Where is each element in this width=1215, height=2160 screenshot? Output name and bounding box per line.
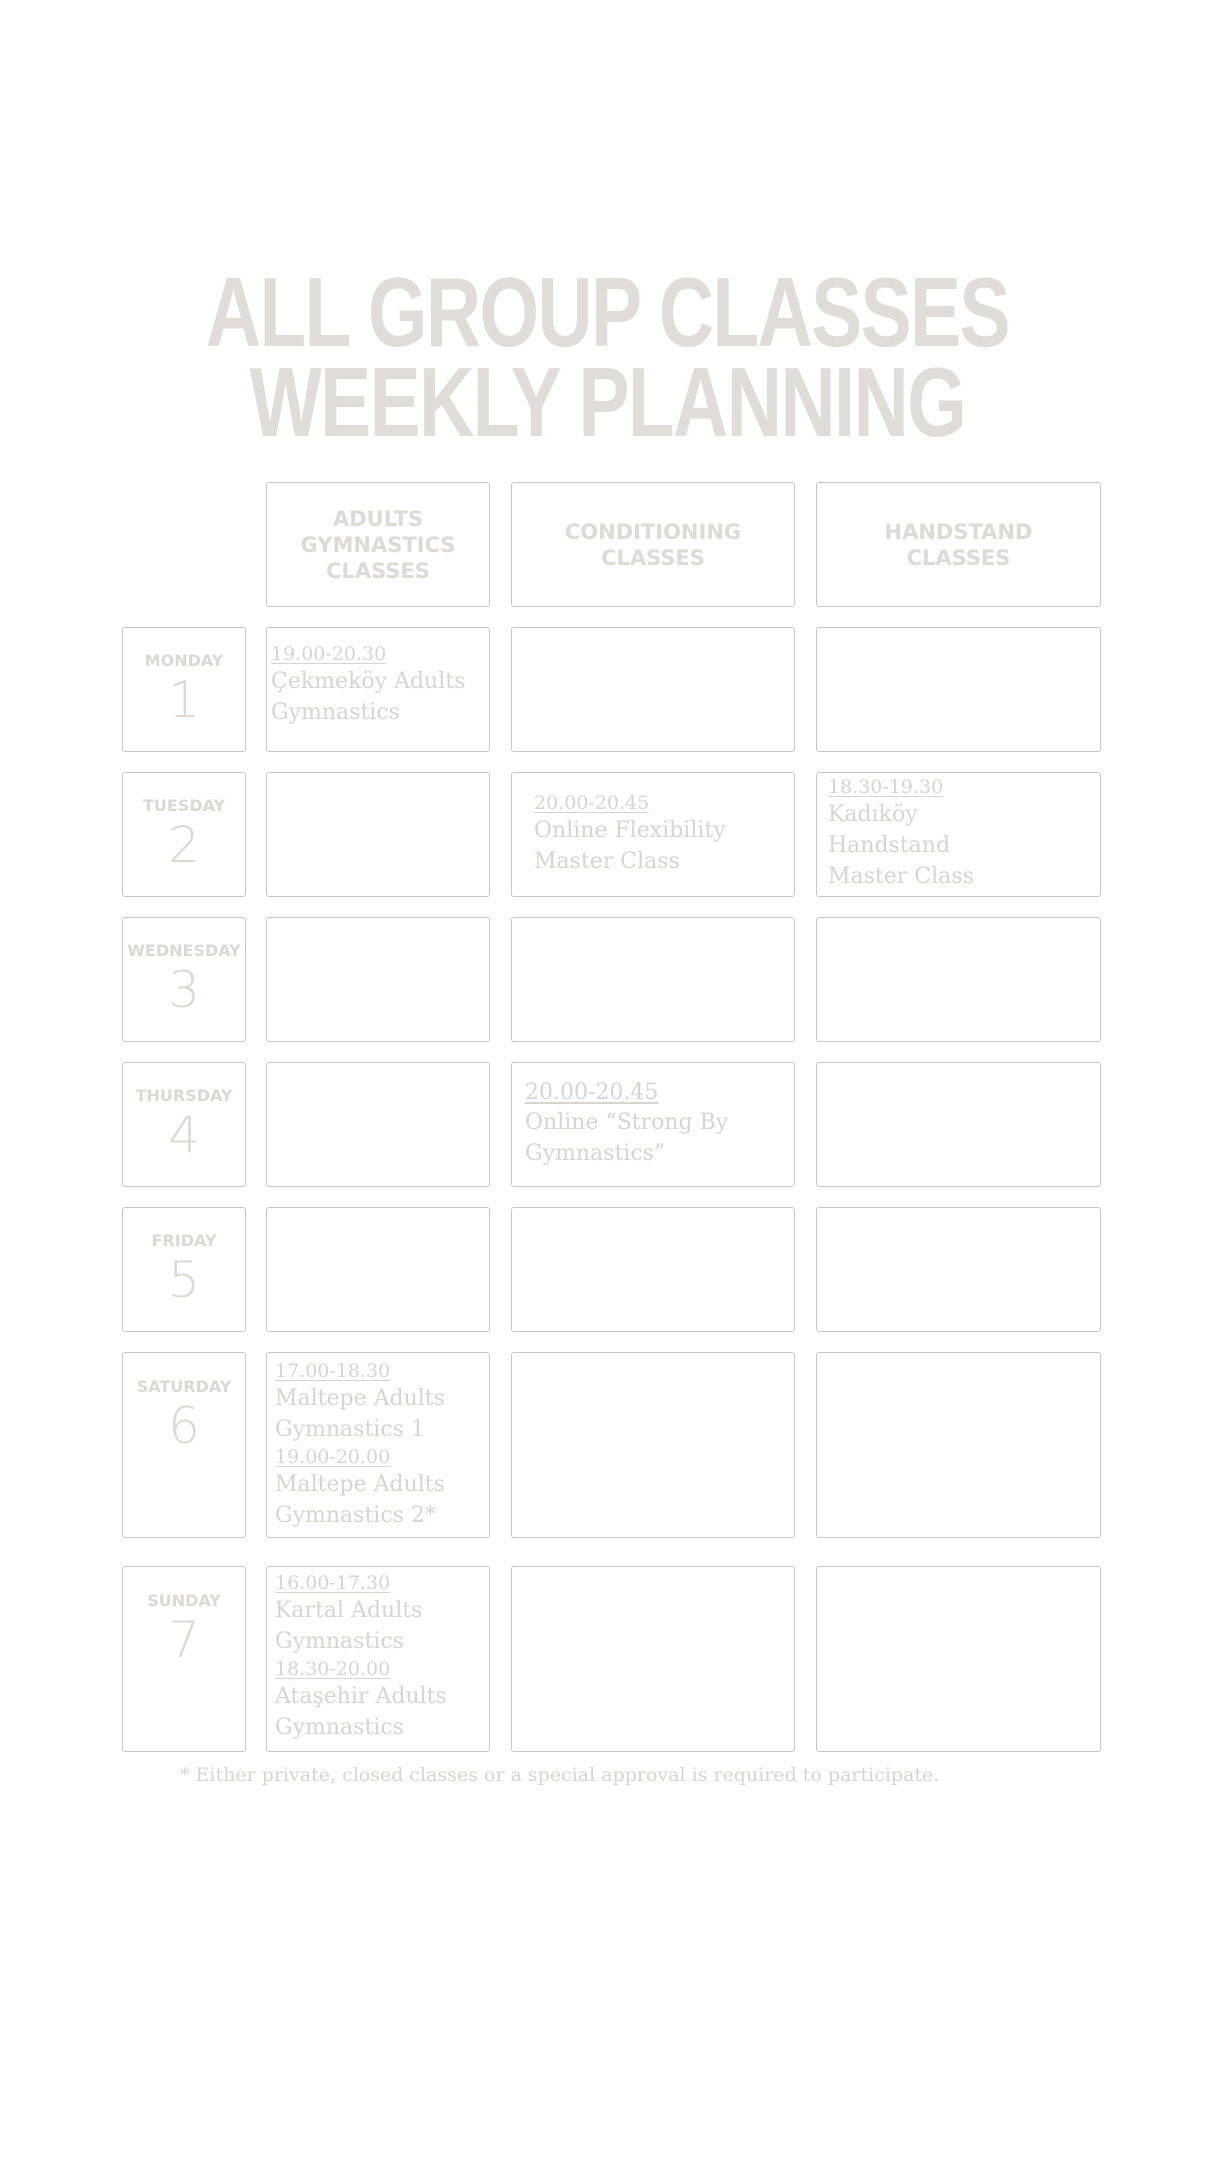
class-entry: [275, 1359, 489, 1445]
class-time: 17.00-18.30: [275, 1360, 391, 1382]
column-header-adults: [266, 482, 490, 607]
day-name: FRIDAY: [151, 1231, 217, 1250]
column-header-label: CONDITIONING CLASSES: [564, 519, 742, 570]
class-time: 20.00-20.45: [525, 1080, 659, 1105]
cell-tuesday-adults: [266, 772, 490, 897]
cell-thursday-handstand: [816, 1062, 1101, 1187]
day-name: SUNDAY: [147, 1591, 221, 1610]
column-header-label: HANDSTAND CLASSES: [884, 519, 1033, 570]
class-entry: [828, 775, 1000, 892]
day-name: MONDAY: [144, 651, 224, 670]
day-tuesday: [122, 772, 246, 897]
cell-thursday-conditioning: [511, 1062, 795, 1187]
day-name: SATURDAY: [136, 1377, 232, 1396]
day-name: WEDNESDAY: [127, 941, 241, 960]
cell-thursday-adults: [266, 1062, 490, 1187]
footnote: * Either private, closed classes or a special approval is required to participate.: [180, 1764, 940, 1786]
day-friday: [122, 1207, 246, 1332]
cell-friday-adults: [266, 1207, 490, 1332]
class-name: Kadıköy Handstand Master Class: [828, 802, 974, 889]
cell-sunday-conditioning: [511, 1566, 795, 1752]
class-time: 16.00-17.30: [275, 1572, 391, 1594]
cell-sunday-handstand: [816, 1566, 1101, 1752]
cell-monday-conditioning: [511, 627, 795, 752]
day-number: 2: [168, 816, 200, 874]
class-entry: [275, 1657, 489, 1743]
cell-tuesday-conditioning: [511, 772, 795, 897]
cell-wednesday-handstand: [816, 917, 1101, 1042]
class-name: Maltepe Adults Gymnastics 2*: [275, 1472, 445, 1528]
cell-friday-conditioning: [511, 1207, 795, 1332]
class-time: 19.00-20.00: [275, 1446, 391, 1468]
cell-sunday-adults: [266, 1566, 490, 1752]
class-entry: [534, 791, 774, 877]
class-name: Kartal Adults Gymnastics: [275, 1598, 423, 1654]
day-thursday: [122, 1062, 246, 1187]
day-number: 4: [168, 1106, 200, 1164]
page-title-line-1: ALL GROUP CLASSES: [205, 257, 1009, 367]
day-name: TUESDAY: [142, 796, 226, 815]
day-sunday: [122, 1566, 246, 1752]
cell-friday-handstand: [816, 1207, 1101, 1332]
class-name: Online “Strong By Gymnastics”: [525, 1110, 729, 1166]
day-number: 1: [168, 671, 200, 729]
class-time: 18.30-20.00: [275, 1658, 391, 1680]
cell-wednesday-conditioning: [511, 917, 795, 1042]
column-header-handstand: [816, 482, 1101, 607]
cell-tuesday-handstand: [816, 772, 1101, 897]
day-monday: [122, 627, 246, 752]
class-time: 18.30-19.30: [828, 776, 944, 798]
class-name: Çekmeköy Adults Gymnastics: [271, 669, 466, 725]
class-entry: [525, 1079, 774, 1169]
column-header-label: ADULTS GYMNASTICS CLASSES: [300, 506, 456, 583]
column-header-conditioning: [511, 482, 795, 607]
day-number: 5: [168, 1251, 200, 1309]
class-time: 20.00-20.45: [534, 792, 650, 814]
class-entry: [275, 1445, 489, 1531]
day-number: 6: [168, 1397, 200, 1455]
day-saturday: [122, 1352, 246, 1538]
day-number: 7: [168, 1611, 200, 1669]
cell-saturday-conditioning: [511, 1352, 795, 1538]
class-entry: [271, 642, 489, 728]
day-wednesday: [122, 917, 246, 1042]
class-name: Ataşehir Adults Gymnastics: [275, 1684, 447, 1740]
page-title-line-2: WEEKLY PLANNING: [249, 347, 966, 457]
cell-monday-handstand: [816, 627, 1101, 752]
day-number: 3: [168, 961, 200, 1019]
day-name: THURSDAY: [135, 1086, 233, 1105]
class-name: Online Flexibility Master Class: [534, 818, 726, 874]
cell-wednesday-adults: [266, 917, 490, 1042]
cell-saturday-handstand: [816, 1352, 1101, 1538]
cell-saturday-adults: [266, 1352, 490, 1538]
cell-monday-adults: [266, 627, 490, 752]
class-time: 19.00-20.30: [271, 643, 387, 665]
class-entry: [275, 1571, 489, 1657]
class-name: Maltepe Adults Gymnastics 1: [275, 1386, 445, 1442]
